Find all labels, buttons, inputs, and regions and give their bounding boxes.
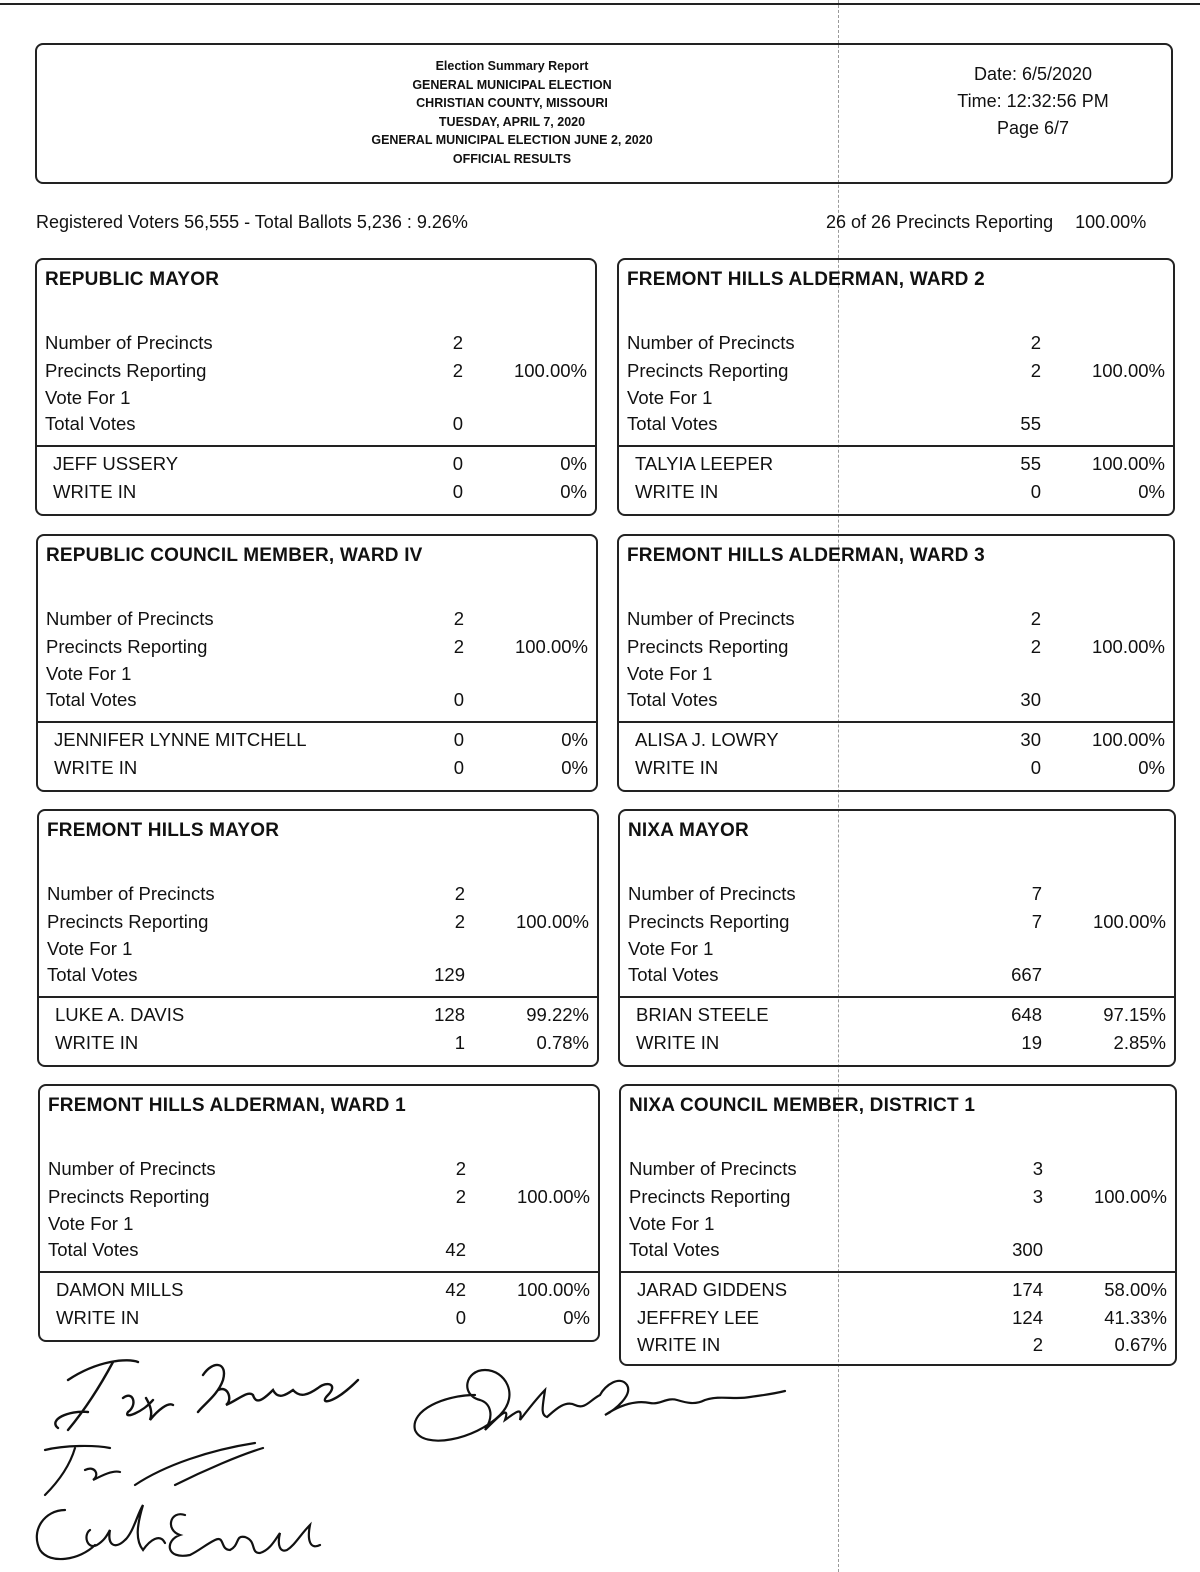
- candidate-row-value: 1: [454, 1031, 465, 1053]
- candidate-row: [621, 1279, 1175, 1305]
- precincts-reporting-row-label: Precincts Reporting: [45, 360, 207, 381]
- candidate-row: [40, 1279, 598, 1305]
- report-page: Page 6/7: [996, 118, 1070, 138]
- total-votes-row-label: Total Votes: [48, 1239, 139, 1260]
- precincts-reporting-row-value: 2: [1030, 360, 1041, 381]
- number-of-precincts-row-value: 2: [455, 1158, 466, 1179]
- candidate-row-percent: 0%: [1138, 756, 1165, 778]
- report-meta: [903, 61, 1163, 142]
- vote-for-row: [39, 938, 597, 964]
- candidate-row: [38, 757, 596, 783]
- vote-for-row-label: Vote For 1: [627, 663, 713, 684]
- candidate-row-percent: 0%: [1138, 480, 1165, 502]
- race-divider: [39, 996, 597, 998]
- total-votes-row-label: Total Votes: [47, 964, 138, 985]
- precincts-reporting-row-percent: 100.00%: [514, 636, 588, 657]
- precincts-reporting-row-percent: 100.00%: [1091, 636, 1165, 657]
- candidate-row-label: WRITE IN: [53, 480, 137, 502]
- vote-for-row: [40, 1213, 598, 1239]
- precincts-reporting-row-value: 2: [1030, 636, 1041, 657]
- number-of-precincts-row-value: 3: [1032, 1158, 1043, 1179]
- precincts-reporting-row-value: 2: [454, 911, 465, 932]
- candidate-row: [619, 481, 1173, 507]
- report-time: Time: 12:32:56 PM: [957, 91, 1109, 111]
- precincts-reporting-row-value: 2: [455, 1186, 466, 1207]
- registered-voters-summary: Registered Voters 56,555 - Total Ballots 5,236 : 9.26%: [36, 212, 468, 232]
- candidate-row: [39, 1004, 597, 1030]
- precincts-reporting-row-percent: 100.00%: [1091, 360, 1165, 381]
- precincts-reporting-row-label: Precincts Reporting: [46, 636, 208, 657]
- total-votes-row-label: Total Votes: [45, 413, 136, 434]
- precincts-reporting-row-label: Precincts Reporting: [627, 636, 789, 657]
- number-of-precincts-row-value: 2: [454, 883, 465, 904]
- race-divider: [619, 721, 1173, 723]
- precincts-reporting-row-value: 3: [1032, 1186, 1043, 1207]
- candidate-row-value: 55: [1020, 453, 1041, 474]
- candidate-row-percent: 97.15%: [1103, 1004, 1166, 1025]
- race-title: FREMONT HILLS ALDERMAN, WARD 3: [627, 545, 985, 566]
- race-title: REPUBLIC COUNCIL MEMBER, WARD IV: [46, 545, 423, 566]
- race-box: [617, 258, 1175, 516]
- total-votes-row: [39, 964, 597, 990]
- candidate-row-value: 0: [1030, 480, 1041, 502]
- precincts-reporting-row-percent: 100.00%: [1093, 1186, 1167, 1207]
- race-divider: [620, 996, 1174, 998]
- report-line-3: TUESDAY, APRIL 7, 2020: [438, 114, 586, 129]
- candidate-row: [620, 1004, 1174, 1030]
- candidate-row: [619, 453, 1173, 479]
- precincts-reporting-row: [619, 360, 1173, 386]
- report-line-2: CHRISTIAN COUNTY, MISSOURI: [416, 96, 608, 110]
- vote-for-row-label: Vote For 1: [627, 387, 713, 408]
- report-title-block: [327, 57, 697, 168]
- candidate-row-value: 0: [452, 453, 463, 474]
- race-title: REPUBLIC MAYOR: [45, 269, 220, 290]
- race-divider: [38, 721, 596, 723]
- report-title: Election Summary Report: [435, 59, 589, 73]
- number-of-precincts-row: [621, 1158, 1175, 1184]
- vote-for-row-label: Vote For 1: [47, 938, 133, 959]
- total-votes-row-value: 0: [452, 413, 463, 434]
- candidate-row-value: 0: [453, 756, 464, 778]
- candidate-row: [619, 757, 1173, 783]
- precincts-reporting-text: 26 of 26 Precincts Reporting: [826, 212, 1054, 232]
- total-votes-row: [37, 413, 595, 439]
- precincts-reporting-row: [40, 1186, 598, 1212]
- report-line-1: GENERAL MUNICIPAL ELECTION: [412, 77, 612, 92]
- candidate-row-label: LUKE A. DAVIS: [55, 1004, 185, 1025]
- number-of-precincts-row-label: Number of Precincts: [46, 608, 214, 629]
- number-of-precincts-row: [620, 883, 1174, 909]
- total-votes-row-label: Total Votes: [627, 689, 718, 710]
- report-header: [35, 43, 1173, 184]
- number-of-precincts-row-value: 7: [1031, 883, 1042, 904]
- number-of-precincts-row-label: Number of Precincts: [47, 883, 215, 904]
- race-box: [35, 258, 597, 516]
- number-of-precincts-row: [619, 332, 1173, 358]
- candidate-row-value: 0: [455, 1306, 466, 1328]
- total-votes-row-label: Total Votes: [46, 689, 137, 710]
- number-of-precincts-row: [39, 883, 597, 909]
- vote-for-row: [619, 663, 1173, 689]
- candidate-row-percent: 0%: [560, 480, 587, 502]
- signature-3: [25, 1440, 270, 1500]
- precincts-reporting-row-percent: 100.00%: [513, 360, 587, 381]
- report-date: Date: 6/5/2020: [973, 64, 1093, 84]
- number-of-precincts-row-value: 2: [452, 332, 463, 353]
- total-votes-row: [620, 964, 1174, 990]
- candidate-row: [38, 729, 596, 755]
- signature-1: [28, 1350, 373, 1435]
- precincts-reporting-row-value: 2: [452, 360, 463, 381]
- number-of-precincts-row: [37, 332, 595, 358]
- race-box: [36, 534, 598, 792]
- race-box: [617, 534, 1175, 792]
- candidate-row-label: BRIAN STEELE: [636, 1004, 769, 1025]
- race-title: FREMONT HILLS ALDERMAN, WARD 2: [627, 269, 985, 290]
- total-votes-row-value: 129: [434, 964, 465, 985]
- candidate-row: [39, 1032, 597, 1058]
- candidate-row-value: 0: [453, 729, 464, 750]
- candidate-row-percent: 100.00%: [1091, 729, 1165, 750]
- candidate-row-label: ALISA J. LOWRY: [635, 729, 779, 750]
- race-divider: [40, 1271, 598, 1273]
- total-votes-row: [40, 1239, 598, 1265]
- precincts-reporting-row-percent: 100.00%: [515, 911, 589, 932]
- vote-for-row-label: Vote For 1: [628, 938, 714, 959]
- precincts-reporting-pct: 100.00%: [1075, 212, 1147, 232]
- report-line-5: OFFICIAL RESULTS: [452, 151, 572, 166]
- total-votes-row-label: Total Votes: [628, 964, 719, 985]
- vote-for-row-label: Vote For 1: [48, 1213, 134, 1234]
- vote-for-row: [37, 387, 595, 413]
- candidate-row-label: WRITE IN: [635, 480, 719, 502]
- total-votes-row-value: 667: [1011, 964, 1042, 985]
- candidate-row-percent: 0.78%: [536, 1031, 589, 1053]
- candidate-row-percent: 0%: [561, 729, 588, 750]
- candidate-row-label: WRITE IN: [54, 756, 138, 778]
- candidate-row-percent: 41.33%: [1104, 1306, 1167, 1328]
- candidate-row-label: JARAD GIDDENS: [637, 1279, 788, 1300]
- candidate-row-label: JEFFREY LEE: [637, 1306, 760, 1328]
- race-divider: [619, 445, 1173, 447]
- number-of-precincts-row: [38, 608, 596, 634]
- precincts-reporting-row-label: Precincts Reporting: [48, 1186, 210, 1207]
- race-title: NIXA COUNCIL MEMBER, DISTRICT 1: [629, 1095, 976, 1116]
- candidate-row-percent: 0.67%: [1114, 1334, 1167, 1355]
- number-of-precincts-row-label: Number of Precincts: [627, 332, 795, 353]
- candidate-row-value: 42: [445, 1279, 466, 1300]
- precincts-reporting-row: [621, 1186, 1175, 1212]
- vote-for-row: [619, 387, 1173, 413]
- number-of-precincts-row-label: Number of Precincts: [45, 332, 213, 353]
- number-of-precincts-row: [40, 1158, 598, 1184]
- total-votes-row-label: Total Votes: [627, 413, 718, 434]
- precincts-reporting-row: [37, 360, 595, 386]
- race-box: [37, 809, 599, 1067]
- precincts-reporting-row-label: Precincts Reporting: [47, 911, 209, 932]
- candidate-row: [619, 729, 1173, 755]
- total-votes-row-value: 0: [453, 689, 464, 710]
- candidate-row-value: 30: [1020, 729, 1041, 750]
- precincts-reporting-row-label: Precincts Reporting: [627, 360, 789, 381]
- number-of-precincts-row-value: 2: [1030, 608, 1041, 629]
- candidate-row-label: JEFF USSERY: [53, 453, 179, 474]
- number-of-precincts-row-label: Number of Precincts: [629, 1158, 797, 1179]
- candidate-row-value: 128: [434, 1004, 465, 1025]
- candidate-row-label: WRITE IN: [637, 1334, 721, 1355]
- race-title: NIXA MAYOR: [628, 820, 749, 841]
- candidate-row-value: 0: [452, 480, 463, 502]
- candidate-row: [40, 1307, 598, 1333]
- total-votes-row-label: Total Votes: [629, 1239, 720, 1260]
- candidate-row-label: JENNIFER LYNNE MITCHELL: [54, 729, 307, 750]
- vote-for-row: [620, 938, 1174, 964]
- candidate-row-label: WRITE IN: [55, 1031, 139, 1053]
- report-line-4: GENERAL MUNICIPAL ELECTION JUNE 2, 2020: [371, 133, 653, 147]
- total-votes-row: [619, 689, 1173, 715]
- vote-for-row: [38, 663, 596, 689]
- candidate-row-value: 2: [1032, 1334, 1043, 1355]
- total-votes-row-value: 55: [1020, 413, 1041, 434]
- precincts-reporting-summary: [826, 212, 1146, 233]
- vote-for-row-label: Vote For 1: [45, 387, 131, 408]
- candidate-row-value: 174: [1012, 1279, 1043, 1300]
- candidate-row-label: DAMON MILLS: [56, 1279, 184, 1300]
- total-votes-row: [621, 1239, 1175, 1265]
- candidate-row-percent: 2.85%: [1113, 1031, 1166, 1053]
- candidate-row-label: WRITE IN: [636, 1031, 720, 1053]
- candidate-row-percent: 100.00%: [1091, 453, 1165, 474]
- precincts-reporting-row-value: 2: [453, 636, 464, 657]
- candidate-row: [620, 1032, 1174, 1058]
- candidate-row-percent: 0%: [561, 756, 588, 778]
- candidate-row-percent: 58.00%: [1104, 1279, 1167, 1300]
- total-votes-row-value: 42: [445, 1239, 466, 1260]
- top-border-line: [0, 3, 1200, 5]
- candidate-row-percent: 0%: [560, 453, 587, 474]
- vote-for-row-label: Vote For 1: [46, 663, 132, 684]
- race-divider: [37, 445, 595, 447]
- total-votes-row-value: 30: [1020, 689, 1041, 710]
- vote-for-row-label: Vote For 1: [629, 1213, 715, 1234]
- signature-2: [405, 1355, 790, 1450]
- number-of-precincts-row-value: 2: [453, 608, 464, 629]
- candidate-row-value: 648: [1011, 1004, 1042, 1025]
- race-title: FREMONT HILLS MAYOR: [47, 820, 280, 841]
- race-box: [619, 1084, 1177, 1366]
- precincts-reporting-row-label: Precincts Reporting: [629, 1186, 791, 1207]
- race-title: FREMONT HILLS ALDERMAN, WARD 1: [48, 1095, 406, 1116]
- candidate-row-value: 124: [1012, 1306, 1043, 1328]
- precincts-reporting-row-percent: 100.00%: [516, 1186, 590, 1207]
- race-divider: [621, 1271, 1175, 1273]
- candidate-row-percent: 0%: [563, 1306, 590, 1328]
- number-of-precincts-row: [619, 608, 1173, 634]
- candidate-row-value: 0: [1030, 756, 1041, 778]
- precincts-reporting-row: [39, 911, 597, 937]
- total-votes-row: [38, 689, 596, 715]
- number-of-precincts-row-label: Number of Precincts: [628, 883, 796, 904]
- race-box: [38, 1084, 600, 1342]
- number-of-precincts-row-label: Number of Precincts: [627, 608, 795, 629]
- number-of-precincts-row-value: 2: [1030, 332, 1041, 353]
- candidate-row: [621, 1307, 1175, 1333]
- candidate-row: [37, 453, 595, 479]
- precincts-reporting-row-label: Precincts Reporting: [628, 911, 790, 932]
- candidate-row-label: WRITE IN: [635, 756, 719, 778]
- precincts-reporting-row: [619, 636, 1173, 662]
- candidate-row-value: 19: [1021, 1031, 1042, 1053]
- total-votes-row: [619, 413, 1173, 439]
- race-box: [618, 809, 1176, 1067]
- signature-4: [25, 1495, 340, 1570]
- precincts-reporting-row: [38, 636, 596, 662]
- candidate-row-percent: 99.22%: [526, 1004, 589, 1025]
- precincts-reporting-row: [620, 911, 1174, 937]
- candidate-row-label: WRITE IN: [56, 1306, 140, 1328]
- precincts-reporting-row-value: 7: [1031, 911, 1042, 932]
- total-votes-row-value: 300: [1012, 1239, 1043, 1260]
- precincts-reporting-row-percent: 100.00%: [1092, 911, 1166, 932]
- candidate-row-label: TALYIA LEEPER: [635, 453, 774, 474]
- vote-for-row: [621, 1213, 1175, 1239]
- number-of-precincts-row-label: Number of Precincts: [48, 1158, 216, 1179]
- candidate-row: [37, 481, 595, 507]
- candidate-row-percent: 100.00%: [516, 1279, 590, 1300]
